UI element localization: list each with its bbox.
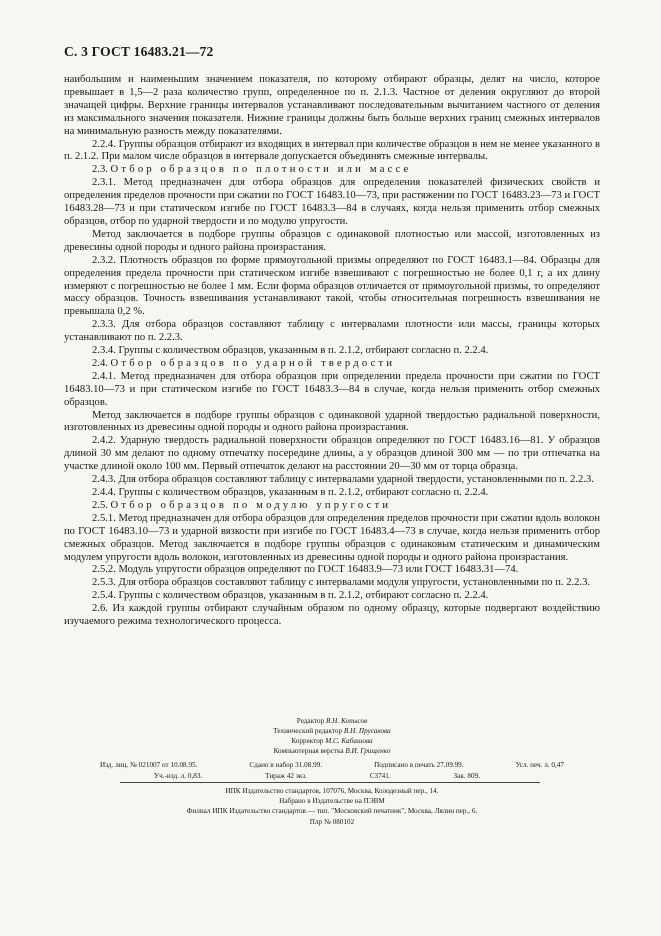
section-heading bbox=[64, 164, 600, 177]
section-heading bbox=[64, 358, 600, 371]
document-page bbox=[64, 44, 600, 629]
editor-label: Редактор bbox=[296, 717, 325, 725]
imprint-line: Плр № 080102 bbox=[309, 817, 355, 826]
layout-line bbox=[64, 746, 600, 756]
paragraph: 2.5.3. Для отбора образцов составляют таблицу с интервалами модуля упругости, установленными по п. 2.2.3. bbox=[92, 577, 591, 589]
paragraph: 2.3.1. Метод предназначен для отбора образцов для определения показателей физических свойств и определения пределов прочности при сжатии по ГОСТ 16483.10—73, при растяжении по ГОСТ 16483.23—73 и ГОСТ 16483.28—73 и при статическом изгибе по ГОСТ 16483.3—84 в случаях, когда нельзя применить отбор смежных образцов, отбор по ударной твердости и по модулю упругости. bbox=[64, 177, 600, 227]
paragraph: 2.2.4. Группы образцов отбирают из входящих в интервал при количестве образцов в нем не менее указанного в п. 2.1.2. При малом числе образцов в интервале допускается объединять смежные интервалы. bbox=[64, 138, 600, 163]
tech-editor-name: В.Н. Прусакова bbox=[343, 727, 391, 735]
paragraph: Метод заключается в подборе группы образцов с одинаковой ударной твердостью радиальной поверхности, изготовленных из древесины одной породы и одного района произрастания. bbox=[64, 409, 600, 434]
section-number: 2.5. bbox=[92, 499, 108, 511]
publication-row bbox=[64, 760, 600, 771]
publication-row bbox=[64, 771, 600, 782]
paragraph: 2.6. Из каждой группы отбирают случайным образом по одному образцу, которые подвергают воздействию изучаемого режима технологического процесса. bbox=[64, 603, 600, 628]
signed-date: Подписано в печать 27.09.99. bbox=[374, 761, 464, 769]
paragraph: Метод заключается в подборе группы образцов с одинаковой плотностью или массой, изготовленных из древесины одной породы и одного района произрастания. bbox=[64, 228, 600, 253]
pub-sheets: Уч.-изд. л. 0,83. bbox=[154, 771, 203, 780]
paragraph: 2.4.2. Ударную твердость радиальной поверхности образцов определяют по ГОСТ 16483.16—81. У образцов длиной 30 мм делают по одному отпечатку посередине длины, а у образцов длиной 300 мм — по три отпечатка на участке длиной около 100 мм. Первый отпечаток делают на расстоянии 20—30 мм от торца образца. bbox=[64, 435, 600, 473]
tech-editor-line bbox=[64, 726, 600, 736]
layout-label: Компьютерная верстка bbox=[273, 747, 344, 755]
code: С3741. bbox=[369, 771, 391, 780]
layout-name: В.И. Грищенко bbox=[345, 747, 391, 755]
print-sheets: Усл. печ. л. 0,47 bbox=[515, 761, 564, 769]
corrector-label: Корректор bbox=[291, 737, 324, 745]
section-number: 2.3. bbox=[92, 164, 108, 176]
publication-info bbox=[64, 760, 600, 781]
section-title: Отбор образцов по плотности или массе bbox=[110, 164, 412, 176]
paragraph: 2.5.1. Метод предназначен для отбора образцов для определения пределов прочности при сжатии вдоль волокон по ГОСТ 16483.10—73 и ударной вязкости при изгибе по ГОСТ 16483.4—73 в случае, когда нельзя применить отбор смежных образцов. Метод заключается в подборе группы образцов с одинаковым статическим и динамическим модулем упругости вдоль волокон, изготовленных из древесины одной породы и одного района произрастания. bbox=[64, 512, 600, 563]
sent-date: Сдано в набор 31.08.99. bbox=[249, 761, 323, 769]
paragraph: 2.5.2. Модуль упругости образцов определяют по ГОСТ 16483.9—73 или ГОСТ 16483.31—74. bbox=[92, 564, 519, 576]
section-title: Отбор образцов по ударной твердости bbox=[110, 357, 396, 369]
order-number: Зак. 809. bbox=[453, 771, 480, 780]
imprint-block bbox=[64, 786, 600, 827]
paragraph: 2.4.1. Метод предназначен для отбора образцов при определении предела прочности при сжатии по ГОСТ 16483.10—73 и при статическом изгибе по ГОСТ 16483.3—84 в случае, когда нельзя применить отбор смежных образцов. bbox=[64, 370, 600, 408]
section-number: 2.4. bbox=[92, 357, 108, 369]
page-header: С. 3 ГОСТ 16483.21—72 bbox=[64, 44, 214, 59]
paragraph: 2.3.2. Плотность образцов по форме прямоугольной призмы определяют по ГОСТ 16483.1—84. Образцы для определения предела прочности при статическом изгибе взвешивают с погрешностью не более 0,1 г, а их длину измеряют с погрешностью не более 1 мм. Если форма образцов отличается от прямоугольной призмы, то определяют массу образцов. Точность взвешивания устанавливают такой, чтобы относительная погрешность взвешивания не превышала 0,2 %. bbox=[64, 254, 600, 318]
credits-block bbox=[64, 716, 600, 756]
editor-name: В.Н. Копысов bbox=[326, 717, 368, 725]
imprint-line: Филиал ИПК Издательство стандартов — тип. "Московский печатник", Москва, Лялин пер., 6. bbox=[186, 807, 478, 816]
print-run: Тираж 42 экз. bbox=[265, 771, 307, 780]
section-heading bbox=[64, 500, 600, 513]
license-number: Изд. лиц. № 021007 от 10.08.95. bbox=[100, 761, 198, 769]
imprint-line: ИПК Издательство стандартов, 107076, Москва, Колодезный пер., 14. bbox=[225, 787, 439, 795]
section-title: Отбор образцов по модулю упругости bbox=[110, 499, 392, 511]
document-body bbox=[64, 74, 600, 629]
imprint-line: Набрано в Издательстве на ПЭВМ bbox=[279, 797, 385, 806]
tech-editor-label: Технический редактор bbox=[273, 727, 343, 735]
editor-line bbox=[64, 716, 600, 726]
paragraph: 2.4.4. Группы с количеством образцов, указанным в п. 2.1.2, отбирают согласно п. 2.2.4. bbox=[92, 487, 489, 498]
paragraph: 2.5.4. Группы с количеством образцов, указанным в п. 2.1.2, отбирают согласно п. 2.2.4. bbox=[92, 590, 489, 602]
corrector-name: М.С. Кабашова bbox=[325, 737, 373, 745]
paragraph: 2.4.3. Для отбора образцов составляют таблицу с интервалами ударной твердости, установленными по п. 2.2.3. bbox=[92, 474, 594, 486]
divider bbox=[120, 782, 540, 783]
paragraph: 2.3.3. Для отбора образцов составляют таблицу с интервалами плотности или массы, границы которых устанавливают по п. 2.2.3. bbox=[64, 319, 600, 344]
paragraph: 2.3.4. Группы с количеством образцов, указанным в п. 2.1.2, отбирают согласно п. 2.2.4. bbox=[92, 345, 489, 357]
corrector-line bbox=[64, 736, 600, 746]
paragraph: наибольшим и наименьшим значением показателя, по которому отбирают образцы, делят на число, которое превышает в 1,5—2 раза количество групп, определенное по п. 2.1.3. Частное от деления округляют до второй значащей цифры. Верхние границы интервалов устанавливают последовательным вычитанием частного от деления из максимального значения показателя. Нижние границы должны быть больше верхних границ смежных интервалов на минимальную разность между показателями. bbox=[64, 74, 600, 137]
